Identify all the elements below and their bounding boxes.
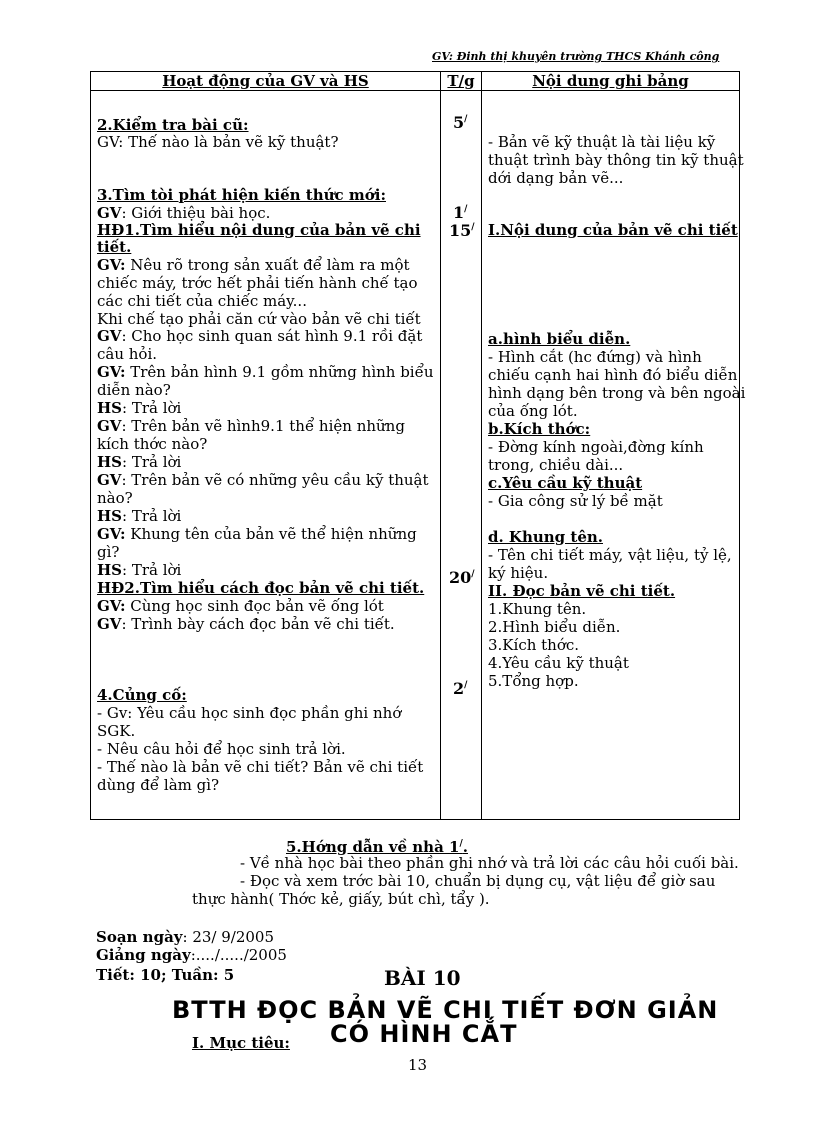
- activity-line: GV: Trên bản vẽ có những yêu cầu kỹ thuật: [97, 471, 429, 489]
- section-hd1: HĐ1.Tìm hiểu nội dung của bản vẽ chi: [97, 221, 421, 239]
- section-discover: 3.Tìm tòi phát hiện kiến thức mới:: [97, 186, 386, 204]
- activity-line: GV: Thế nào là bản vẽ kỹ thuật?: [97, 133, 339, 151]
- objectives-heading: I. Mục tiêu:: [192, 1034, 290, 1052]
- lesson-title-line2: CÓ HÌNH CẮT: [330, 1020, 518, 1048]
- content-line: - Bản vẽ kỹ thuật là tài liệu kỹ: [488, 133, 716, 151]
- activity-line: GV: Trình bày cách đọc bản vẽ chi tiết.: [97, 615, 395, 633]
- period-week: Tiết: 10; Tuần: 5: [96, 966, 235, 984]
- activity-line: GV: Cùng học sinh đọc bản vẽ ống lót: [97, 597, 384, 615]
- prepared-date: Soạn ngày: 23/ 9/2005: [96, 928, 275, 946]
- content-line: dới dạng bản vẽ...: [488, 169, 624, 187]
- col-header-activity: Hoạt động của GV và HS: [91, 72, 441, 91]
- activity-line: HS: Trả lời: [97, 561, 182, 579]
- activity-line: diễn nào?: [97, 381, 171, 399]
- content-line: thuật trình bày thông tin kỹ thuật: [488, 151, 744, 169]
- content-line: trong, chiều dài...: [488, 456, 624, 474]
- col-header-time: T/g: [441, 72, 482, 91]
- section-hd2: HĐ2.Tìm hiểu cách đọc bản vẽ chi tiết.: [97, 579, 425, 597]
- content-heading: a.hình biểu diễn.: [488, 330, 631, 348]
- content-heading: d. Khung tên.: [488, 528, 603, 546]
- time-value: 20/: [449, 568, 475, 587]
- content-line: hình dạng bên trong và bên ngoài: [488, 384, 746, 402]
- content-line: 1.Khung tên.: [488, 600, 587, 618]
- content-column: [482, 91, 746, 819]
- content-heading: b.Kích thớc:: [488, 420, 591, 438]
- activity-line: câu hỏi.: [97, 345, 158, 363]
- activity-line: dùng để làm gì?: [97, 776, 220, 794]
- homework-line: thực hành( Thớc kẻ, giấy, bút chì, tẩy ).: [192, 890, 490, 908]
- activity-line: GV: Cho học sinh quan sát hình 9.1 rồi đặt: [97, 327, 423, 345]
- content-line: 4.Yêu cầu kỹ thuật: [488, 654, 629, 672]
- time-value: 15/: [449, 221, 475, 240]
- activity-line: chiếc máy, trớc hết phải tiến hành chế tạo: [97, 274, 418, 292]
- time-column: [441, 91, 481, 819]
- lesson-title-line1: BTTH ĐỌC BẢN VẼ CHI TIẾT ĐƠN GIẢN: [172, 996, 719, 1024]
- activity-line: HS: Trả lời: [97, 399, 182, 417]
- content-line: 2.Hình biểu diễn.: [488, 618, 621, 636]
- activity-line: nào?: [97, 489, 133, 507]
- homework-line: - Đọc và xem trớc bài 10, chuẩn bị dụng cụ, vật liệu để giờ sau: [240, 872, 716, 890]
- activity-line: GV: Trên bản vẽ hình9.1 thể hiện những: [97, 417, 405, 435]
- content-heading: c.Yêu cầu kỹ thuật: [488, 474, 643, 492]
- page-header: GV: Đinh thị khuyên trường THCS Khánh công: [432, 50, 720, 63]
- content-line: chiếu cạnh hai hình đó biểu diễn: [488, 366, 738, 384]
- homework-line: - Về nhà học bài theo phần ghi nhớ và trả lời các câu hỏi cuối bài.: [240, 854, 739, 872]
- activity-line: GV: Nêu rõ trong sản xuất để làm ra một: [97, 256, 410, 274]
- content-line: ký hiệu.: [488, 564, 549, 582]
- section-consolidate: 4.Củng cố:: [97, 686, 187, 704]
- lesson-number: BÀI 10: [384, 966, 461, 990]
- activity-line: các chi tiết của chiếc máy...: [97, 292, 307, 310]
- activity-line: HS: Trả lời: [97, 453, 182, 471]
- homework-title: 5.Hớng dẫn về nhà 1/.: [286, 838, 468, 856]
- time-value: 5/: [453, 113, 468, 132]
- activity-line: GV: Khung tên của bản vẽ thể hiện những: [97, 525, 417, 543]
- lesson-table: [90, 71, 746, 820]
- time-value: 1/: [453, 203, 468, 222]
- activity-line: HS: Trả lời: [97, 507, 182, 525]
- section-hd1-cont: tiết.: [97, 238, 132, 256]
- content-line: - Tên chi tiết máy, vật liệu, tỷ lệ,: [488, 546, 732, 564]
- activity-column: [91, 91, 440, 819]
- activity-line: GV: Giới thiệu bài học.: [97, 204, 271, 222]
- activity-line: SGK.: [97, 722, 136, 740]
- content-heading: I.Nội dung của bản vẽ chi tiết: [488, 221, 738, 239]
- time-value: 2/: [453, 679, 468, 698]
- content-line: 5.Tổng hợp.: [488, 672, 579, 690]
- content-line: - Hình cắt (hc đứng) và hình: [488, 348, 702, 366]
- content-line: - Đờng kính ngoài,đờng kính: [488, 438, 704, 456]
- page-number: 13: [408, 1056, 428, 1074]
- section-check-old: 2.Kiểm tra bài cũ:: [97, 116, 249, 134]
- activity-line: - Nêu câu hỏi để học sinh trả lời.: [97, 740, 346, 758]
- activity-line: - Gv: Yêu cầu học sinh đọc phần ghi nhớ: [97, 704, 402, 722]
- activity-line: gì?: [97, 543, 120, 561]
- content-heading: II. Đọc bản vẽ chi tiết.: [488, 582, 676, 600]
- activity-line: Khi chế tạo phải căn cứ vào bản vẽ chi tiết: [97, 310, 421, 328]
- col-header-content: Nội dung ghi bảng: [482, 72, 740, 91]
- activity-line: GV: Trên bản hình 9.1 gồm những hình biểu: [97, 363, 434, 381]
- activity-line: - Thế nào là bản vẽ chi tiết? Bản vẽ chi tiết: [97, 758, 424, 776]
- content-line: 3.Kích thớc.: [488, 636, 580, 654]
- activity-line: kích thớc nào?: [97, 435, 208, 453]
- content-line: - Gia công sử lý bề mặt: [488, 492, 663, 510]
- content-line: của ống lót.: [488, 402, 578, 420]
- taught-date: Giảng ngày:..../...../2005: [96, 946, 287, 964]
